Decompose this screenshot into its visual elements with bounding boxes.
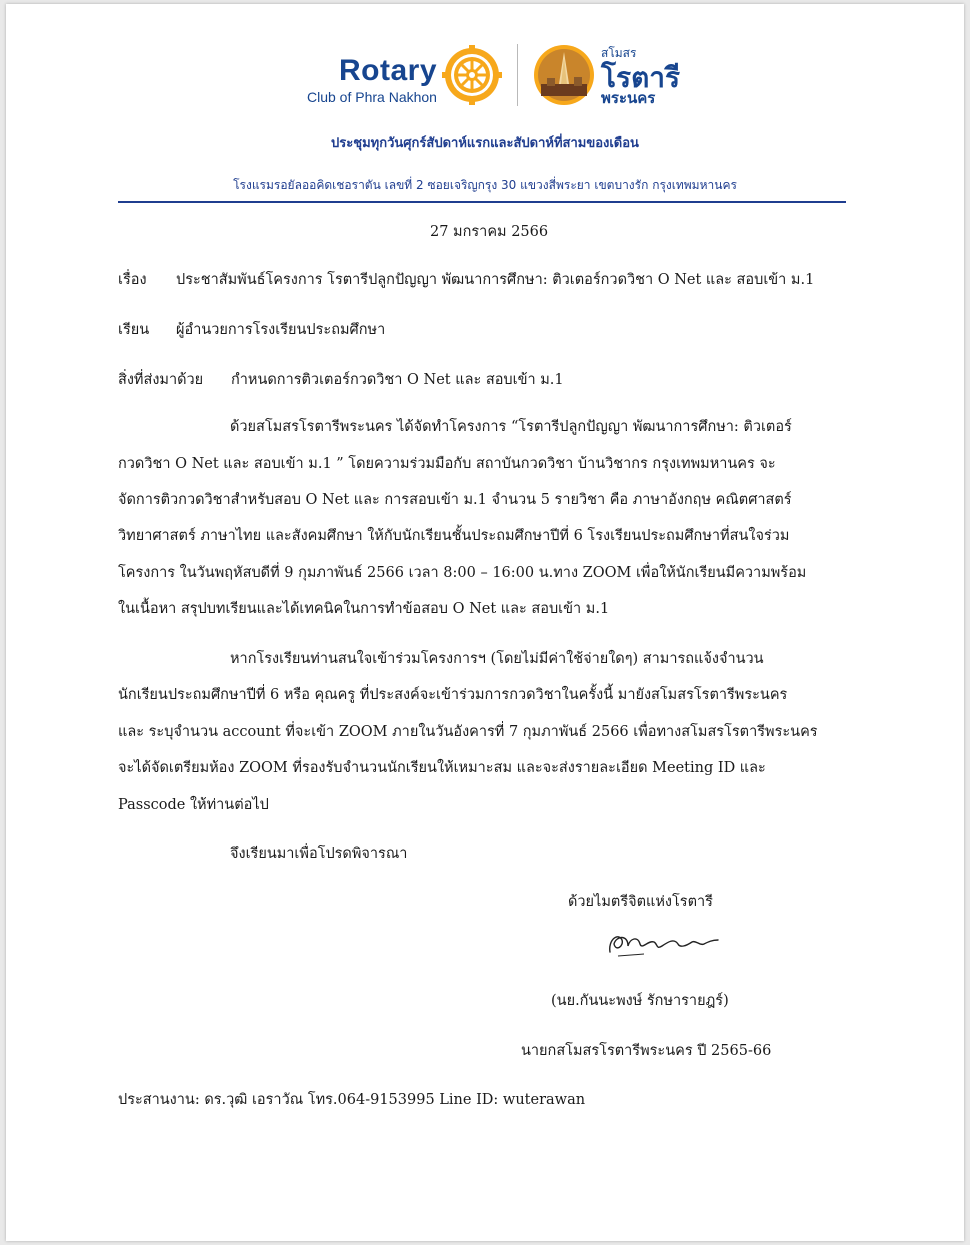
club-thai-small: สโมสร (601, 46, 637, 60)
para1-line: วิทยาศาสตร์ ภาษาไทย และสังคมศึกษา ให้กับนักเรียนชั้นประถมศึกษาปีที่ 6 โรงเรียนประถมศึกษาที่สนใจร่วม (118, 528, 790, 544)
para1-line: โครงการ ในวันพฤหัสบดีที่ 9 กุมภาพันธ์ 2566 เวลา 8:00 – 16:00 น.ทาง ZOOM เพื่อให้นักเรียนมีความพร้อม (118, 565, 807, 581)
para2-line: Passcode ให้ท่านต่อไป (118, 797, 269, 813)
signer-title: นายกสโมสรโรตารีพระนคร ปี 2565-66 (521, 1043, 772, 1059)
club-thai-sub: พระนคร (601, 89, 656, 107)
subject-text: ประชาสัมพันธ์โครงการ โรตารีปลูกปัญญา พัฒนาการศึกษา: ติวเตอร์กวดวิชา O Net และ สอบเข้า ม.1 (176, 272, 815, 288)
letter-date: 27 มกราคม 2566 (430, 224, 549, 240)
header-rule (118, 201, 846, 203)
para1-line: ในเนื้อหา สรุปบทเรียนและได้เทคนิคในการทำข้อสอบ O Net และ สอบเข้า ม.1 (118, 601, 610, 617)
para1-line: จัดการติวกวดวิชาสำหรับสอบ O Net และ การสอบเข้า ม.1 จำนวน 5 รายวิชา คือ ภาษาอังกฤษ คณิตศาสตร์ (118, 492, 792, 508)
closing-request: จึงเรียนมาเพื่อโปรดพิจารณา (230, 846, 408, 862)
meeting-schedule: ประชุมทุกวันศุกร์สัปดาห์แรกและสัปดาห์ที่สามของเดือน (331, 136, 639, 151)
signer-name: (นย.กันนะพงษ์ รักษารายฎร์) (551, 993, 729, 1009)
para2-line: นักเรียนประถมศึกษาปีที่ 6 หรือ คุณครู ที่ประสงค์จะเข้าร่วมการกวดวิชาในครั้งนี้ มายังสโมสรโรตารีพระนคร (118, 687, 788, 703)
club-thai-name: โรตารี (601, 61, 681, 94)
rotary-club-name: Club of Phra Nakhon (307, 89, 437, 105)
para1-line: กวดวิชา O Net และ สอบเข้า ม.1 ” โดยความร่วมมือกับ สถาบันกวดวิชา บ้านวิชากร กรุงเทพมหานคร จะ (118, 456, 776, 472)
subject-label: เรื่อง (118, 272, 147, 288)
handwritten-signature (604, 926, 724, 960)
para2-line: หากโรงเรียนท่านสนใจเข้าร่วมโครงการฯ (โดยไม่มีค่าใช้จ่ายใดๆ) สามารถแจ้งจำนวน (230, 651, 764, 667)
closing-salutation: ด้วยไมตรีจิตแห่งโรตารี (568, 894, 713, 910)
para2-line: และ ระบุจำนวน account ที่จะเข้า ZOOM ภายในวันอังคารที่ 7 กุมภาพันธ์ 2566 เพื่อทางสโมสรโรตารีพระนคร (118, 724, 818, 740)
enclosure-label: สิ่งที่ส่งมาด้วย (118, 372, 204, 388)
temple-logo-icon (533, 44, 595, 106)
club-address: โรงแรมรอยัลออคิดเชอราตัน เลขที่ 2 ซอยเจริญกรุง 30 แขวงสี่พระยา เขตบางรัก กรุงเทพมหานคร (233, 178, 737, 192)
enclosure-text: กำหนดการติวเตอร์กวดวิชา O Net และ สอบเข้า ม.1 (231, 372, 564, 388)
logo-divider (517, 44, 518, 106)
para1-line: ด้วยสโมสรโรตารีพระนคร ได้จัดทำโครงการ “โรตารีปลูกปัญญา พัฒนาการศึกษา: ติวเตอร์ (230, 419, 792, 435)
rotary-wheel-icon (442, 45, 502, 105)
recipient-label: เรียน (118, 322, 150, 338)
rotary-wordmark: Rotary (339, 54, 438, 87)
contact-line: ประสานงาน: ดร.วุฒิ เอราวัณ โทร.064-9153995 Line ID: wuterawan (118, 1092, 586, 1108)
recipient-text: ผู้อำนวยการโรงเรียนประถมศึกษา (176, 322, 386, 338)
letter-page (6, 4, 964, 1241)
para2-line: จะได้จัดเตรียมห้อง ZOOM ที่รองรับจำนวนนักเรียนให้เหมาะสม และจะส่งรายละเอียด Meeting ID และ (118, 760, 766, 776)
